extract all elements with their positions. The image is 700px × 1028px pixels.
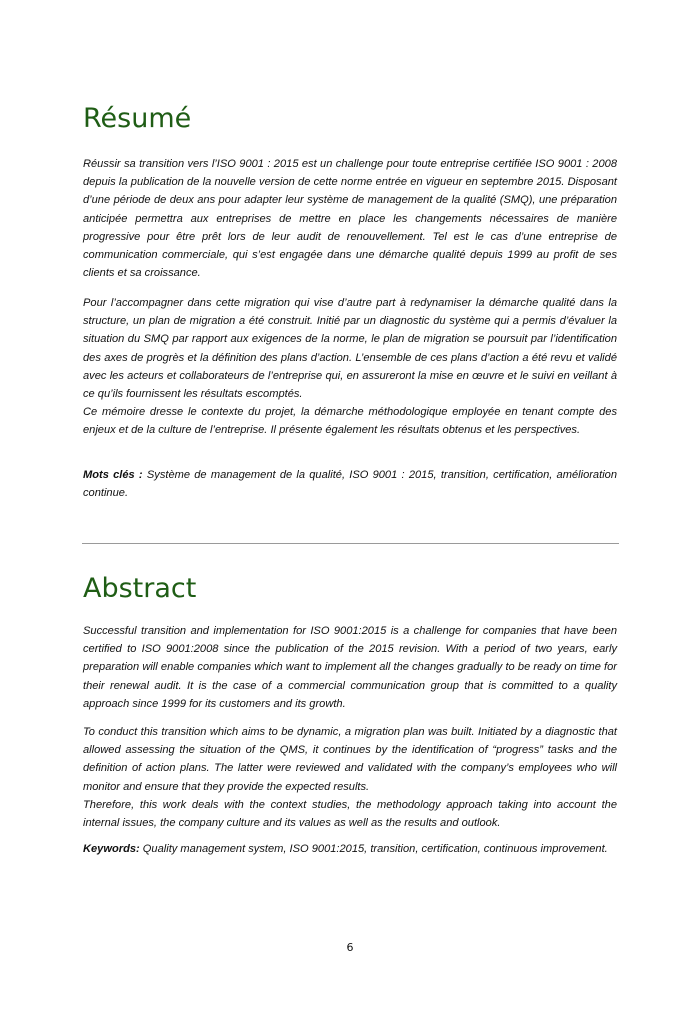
resume-keywords-label: Mots clés : <box>83 469 143 481</box>
resume-heading: Résumé <box>83 103 192 134</box>
abstract-paragraph-3: Therefore, this work deals with the context studies, the methodology approach taking into account the internal issues, the company culture and its values as well as the results and outlook. <box>83 798 617 830</box>
resume-paragraph-3: Ce mémoire dresse le contexte du projet, la démarche méthodologique employée en tenant compte des enjeux et de la culture de l’entreprise. Il présente également les résultats obtenus et les perspectives. <box>83 406 617 437</box>
abstract-paragraph-block <box>83 723 617 832</box>
abstract-heading: Abstract <box>83 573 197 604</box>
abstract-keywords <box>83 840 617 858</box>
abstract-keywords-label: Keywords: <box>83 843 140 855</box>
page-number: 6 <box>346 941 354 954</box>
resume-paragraph-1: Réussir sa transition vers l’ISO 9001 : 2015 est un challenge pour toute entreprise certifiée ISO 9001 : 2008 depuis la publication de la nouvelle version de cette norme entrée en vigueur en septembre 2015. Disposant d’une période de deux ans pour adapter leur système de management de la qualité (SMQ), une préparation anticipée permettra aux entreprises de mettre en place les changements nécessaires de manière progressive pour être prêt lors de leur audit de renouvellement. Tel est le cas d’une entreprise de communication commerciale, qui s’est engagée dans une démarche qualité depuis 1999 au profit de ses clients et sa croissance. <box>83 158 617 280</box>
abstract-paragraph-2: To conduct this transition which aims to be dynamic, a migration plan was built. Initiated by a diagnostic that allowed assessing the situation of the QMS, it continues by the identification of “progress” tasks and the definition of action plans. The latter were reviewed and validated with the company’s employees who will monitor and ensure that they provide the expected results. <box>83 726 617 793</box>
abstract-paragraph-1: Successful transition and implementation for ISO 9001:2015 is a challenge for companies that have been certified to ISO 9001:2008 since the publication of the 2015 revision. With a period of two years, early preparation will enable companies which want to implement all the changes gradually to be ready on time for their renewal audit. It is the case of a commercial communication group that is committed to a quality approach since 1999 for its customers and its growth. <box>83 625 617 710</box>
abstract-keywords-text: Quality management system, ISO 9001:2015, transition, certification, continuous improvement. <box>139 843 608 855</box>
resume-paragraph-block <box>83 294 617 440</box>
section-divider <box>82 543 619 544</box>
resume-keywords-text: Système de management de la qualité, ISO 9001 : 2015, transition, certification, amélioration continue. <box>83 469 617 500</box>
resume-paragraph-2: Pour l’accompagner dans cette migration qui vise d’autre part à redynamiser la démarche qualité dans la structure, un plan de migration a été construit. Initié par un diagnostic du système qui a permis d’évaluer la situation du SMQ par rapport aux exigences de la norme, le plan de migration se poursuit par l’identification des axes de progrès et la définition des plans d’action. L’ensemble de ces plans d’action a été revu et validé avec les acteurs et collaborateurs de l’entreprise qui, en assureront la mise en œuvre et le suivi en veillant à ce qu’ils fournissent les résultats escomptés. <box>83 297 617 401</box>
resume-keywords <box>83 466 617 502</box>
